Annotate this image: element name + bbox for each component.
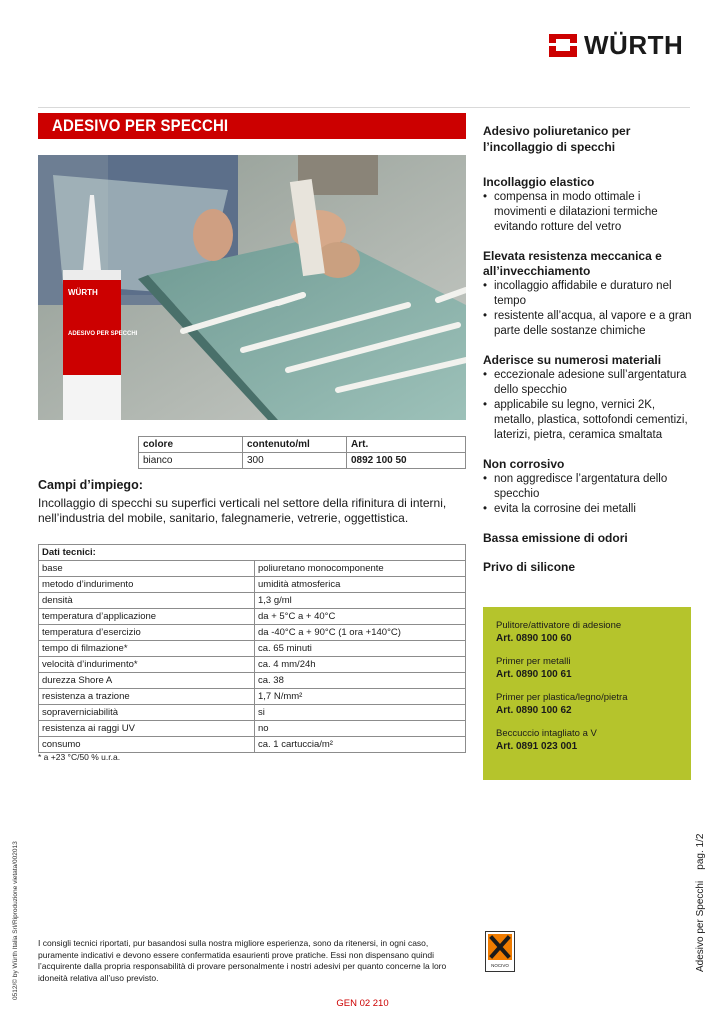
- accessory-item: [496, 691, 678, 717]
- page-title: ADESIVO PER SPECCHI: [52, 116, 229, 135]
- feature-heading: Bassa emissione di odori: [483, 531, 628, 545]
- tech-table: [38, 544, 466, 753]
- table-row: [39, 625, 466, 641]
- tech-value: poliuretano monocomponente: [255, 561, 466, 577]
- accessory-label: Pulitore/attivatore di adesione: [496, 620, 622, 631]
- tech-value: ca. 1 cartuccia/m²: [255, 737, 466, 753]
- tech-header: [39, 545, 466, 561]
- feature-heading: Elevata resistenza meccanica e all’invecchiamento: [483, 249, 662, 278]
- tech-key: consumo: [39, 737, 255, 753]
- feature-bullet: • evita la corrosine dei metalli: [483, 502, 693, 517]
- feature-bullet: • incollaggio affidabile e duraturo nel tempo: [483, 279, 693, 309]
- feature-heading: Non corrosivo: [483, 457, 565, 471]
- accessory-item: [496, 619, 678, 645]
- features-title: Adesivo poliuretanico per l’incollaggio di specchi: [483, 124, 631, 154]
- feature-bullet: • non aggredisce l’argentatura dello specchio: [483, 472, 693, 502]
- accessory-art: Art. 0890 100 60: [496, 633, 572, 644]
- tech-value: si: [255, 705, 466, 721]
- feature-bullet: • applicabile su legno, vernici 2K, metallo, plastica, sottofondi cementizi, laterizi, pietra, ceramica smaltata: [483, 398, 693, 443]
- feature-heading: Privo di silicone: [483, 560, 576, 574]
- product-table-header: [139, 437, 466, 453]
- table-row: [39, 673, 466, 689]
- tech-key: resistenza ai raggi UV: [39, 721, 255, 737]
- product-photo: [38, 155, 466, 420]
- tech-value: umidità atmosferica: [255, 577, 466, 593]
- tech-key: temperatura d’applicazione: [39, 609, 255, 625]
- table-row: [39, 609, 466, 625]
- side-code: 0512/© by Würth Italia Srl/Riproduzione vietata/002013: [12, 841, 19, 1000]
- wurth-logo: [548, 28, 693, 62]
- table-row: [39, 593, 466, 609]
- feature-heading: Aderisce su numerosi materiali: [483, 353, 662, 367]
- tech-key: metodo d’indurimento: [39, 577, 255, 593]
- hazard-symbol: [485, 931, 515, 972]
- table-row: [39, 657, 466, 673]
- footer-code: GEN 02 210: [336, 998, 389, 1009]
- brand-name: WÜRTH: [584, 29, 684, 60]
- table-row: [39, 577, 466, 593]
- accessory-label: Primer per plastica/legno/pietra: [496, 692, 628, 703]
- cell-art: 0892 100 50: [347, 453, 466, 469]
- table-row: [39, 705, 466, 721]
- tech-key: velocità d’indurimento*: [39, 657, 255, 673]
- campi-title: Campi d’impiego:: [38, 478, 143, 492]
- table-row: [39, 737, 466, 753]
- feature-section: [483, 560, 693, 575]
- accessory-item: [496, 655, 678, 681]
- feature-bullet: • resistente all’acqua, al vapore e a gran parte delle sostanze chimiche: [483, 309, 693, 339]
- accessory-art: Art. 0890 100 62: [496, 705, 572, 716]
- tech-value: ca. 4 mm/24h: [255, 657, 466, 673]
- header-art: Art.: [347, 437, 466, 453]
- feature-section: [483, 457, 693, 517]
- accessory-art: Art. 0891 023 001: [496, 741, 578, 752]
- tech-key: resistenza a trazione: [39, 689, 255, 705]
- feature-section: [483, 531, 693, 546]
- tech-key: base: [39, 561, 255, 577]
- header-colore: colore: [139, 437, 243, 453]
- campi-text: Incollaggio di specchi su superfici verticali nel settore della rifinitura di interni, nell’industria del mobile, sanitario, falegnamerie, vetrerie, oggettistica.: [38, 496, 447, 525]
- table-row: [39, 641, 466, 657]
- tech-key: tempo di filmazione*: [39, 641, 255, 657]
- product-table: [138, 436, 466, 469]
- accessory-art: Art. 0890 100 61: [496, 669, 572, 680]
- cell-colore: bianco: [139, 453, 243, 469]
- tech-footnote: * a +23 °C/50 % u.r.a.: [38, 752, 121, 762]
- tech-key: durezza Shore A: [39, 673, 255, 689]
- feature-heading: Incollaggio elastico: [483, 175, 595, 189]
- page-label: Adesivo per Specchi pag. 1/2: [695, 833, 706, 972]
- features-column: [483, 123, 693, 575]
- product-photo-illustration: [38, 155, 466, 420]
- tech-value: no: [255, 721, 466, 737]
- hazard-x-icon: [486, 932, 514, 971]
- tech-value: ca. 65 minuti: [255, 641, 466, 657]
- tech-title: Dati tecnici:: [39, 545, 466, 561]
- table-row: [39, 561, 466, 577]
- table-row: [39, 689, 466, 705]
- feature-section: [483, 353, 693, 443]
- wurth-logo-icon: [548, 30, 578, 60]
- tube-label: ADESIVO PER SPECCHI: [68, 331, 138, 337]
- accessories-box: [483, 607, 691, 780]
- header-divider: [38, 107, 690, 108]
- tech-value: da -40°C a + 90°C (1 ora +140°C): [255, 625, 466, 641]
- tech-key: densità: [39, 593, 255, 609]
- header-contenuto: contenuto/ml: [243, 437, 347, 453]
- feature-bullet: • eccezionale adesione sull’argentatura dello specchio: [483, 368, 693, 398]
- tech-value: ca. 38: [255, 673, 466, 689]
- table-row: [139, 453, 466, 469]
- tech-value: 1,7 N/mm²: [255, 689, 466, 705]
- tech-value: da + 5°C a + 40°C: [255, 609, 466, 625]
- feature-section: [483, 175, 693, 235]
- hazard-label: NOCIVO: [491, 963, 509, 968]
- table-row: [39, 721, 466, 737]
- cell-contenuto: 300: [243, 453, 347, 469]
- accessory-label: Beccuccio intagliato a V: [496, 728, 597, 739]
- feature-section: [483, 249, 693, 339]
- tech-value: 1,3 g/ml: [255, 593, 466, 609]
- feature-bullet: • compensa in modo ottimale i movimenti e dilatazioni termiche evitando rotture del vetro: [483, 190, 693, 235]
- tech-key: sopraverniciabilità: [39, 705, 255, 721]
- disclaimer: I consigli tecnici riportati, pur basandosi sulla nostra migliore esperienza, sono da ritenersi, in ogni caso, puramente indicativi e devono essere confermatida esaurienti prove pratiche. Essi non dispensano quindi l’acquirente dalla propria responsabilità di provare personalmente i nostri adesivi per quanto concerne la loro idoneità relativa all’uso previsto.: [38, 938, 447, 983]
- svg-text:WÜRTH: WÜRTH: [68, 288, 98, 297]
- accessory-label: Primer per metalli: [496, 656, 571, 667]
- accessory-item: [496, 727, 678, 753]
- tech-key: temperatura d’esercizio: [39, 625, 255, 641]
